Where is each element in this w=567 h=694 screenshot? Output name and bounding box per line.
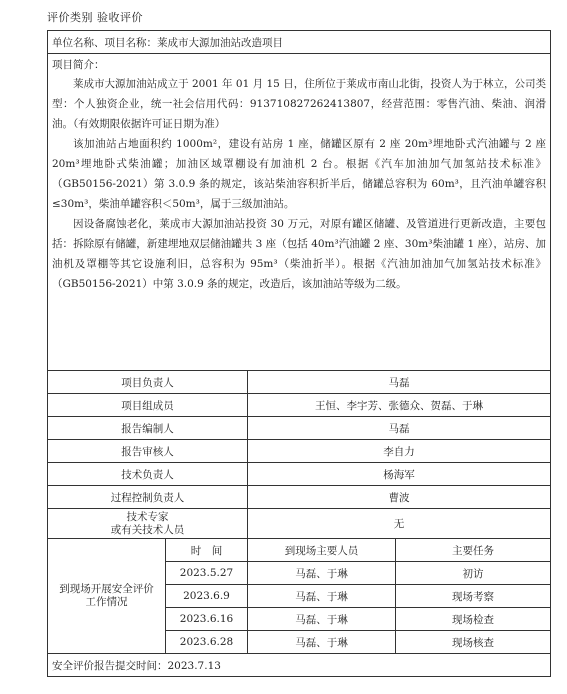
intro-paragraph-3: 因设备腐蚀老化，莱成市大源加油站投资 30 万元，对原有罐区储罐、及管道进行更新改造，主要包括：拆除原有储罐，新建埋地双层储油罐共 3 座（包括 40m³汽油罐 2 座、30m³柴油罐 1 座），站房、加油机及罩棚等其它设施利旧，总容积为 95m³（柴油折半）。根据《汽油加油加气加氢站技术标准》（GB50156-2021）中第 3.0.9 条的规定，改造后，该加油站等级为二级。 bbox=[52, 218, 546, 290]
site-visit-label-line-1: 到现场开展安全评价 bbox=[59, 583, 154, 595]
experts-value: 无 bbox=[248, 509, 551, 539]
site-visit-people: 马磊、于琳 bbox=[248, 585, 396, 608]
site-visit-task: 现场检查 bbox=[396, 608, 551, 631]
site-visit-people: 马磊、于琳 bbox=[248, 631, 396, 654]
site-visit-header-task: 主要任务 bbox=[396, 539, 551, 562]
personnel-row bbox=[48, 394, 551, 417]
evaluation-table bbox=[47, 30, 551, 677]
experts-label-line-1: 技术专家 bbox=[126, 510, 169, 523]
personnel-label: 过程控制负责人 bbox=[48, 486, 248, 509]
evaluation-category bbox=[47, 9, 143, 25]
report-submission-date: 2023.7.13 bbox=[167, 659, 221, 672]
personnel-value: 马磊 bbox=[248, 417, 551, 440]
evaluation-category-label: 评价类别 bbox=[47, 11, 93, 24]
unit-name-row bbox=[48, 31, 551, 54]
personnel-label: 技术负责人 bbox=[48, 463, 248, 486]
project-intro-title: 项目简介： bbox=[52, 59, 105, 71]
personnel-row bbox=[48, 371, 551, 394]
report-submission-row bbox=[48, 654, 551, 677]
site-visit-header-date: 时 间 bbox=[166, 539, 248, 562]
personnel-row bbox=[48, 463, 551, 486]
site-visit-label bbox=[48, 539, 166, 654]
unit-name-cell bbox=[48, 31, 551, 54]
experts-label-line-2: 或有关技术人员 bbox=[110, 523, 185, 536]
intro-paragraph-1: 莱成市大源加油站成立于 2001 年 01 月 15 日，住所位于莱成市南山北街，投资人为于林立，公司类型：个人独资企业，统一社会信用代码：913710827262413807，经营范围：零售汽油、柴油、润滑油。（有效期限依据许可证日期为准） bbox=[52, 78, 546, 130]
personnel-label: 报告审核人 bbox=[48, 440, 248, 463]
report-submission-cell bbox=[48, 654, 551, 677]
site-visit-date: 2023.6.9 bbox=[166, 585, 248, 608]
personnel-label: 项目组成员 bbox=[48, 394, 248, 417]
personnel-value: 马磊 bbox=[248, 371, 551, 394]
site-visit-date: 2023.6.16 bbox=[166, 608, 248, 631]
evaluation-category-value: 验收评价 bbox=[97, 11, 143, 24]
site-visit-task: 现场核查 bbox=[396, 631, 551, 654]
personnel-value: 杨海军 bbox=[248, 463, 551, 486]
personnel-row bbox=[48, 417, 551, 440]
experts-label bbox=[48, 509, 248, 539]
project-intro-cell bbox=[48, 54, 551, 371]
personnel-value: 李自力 bbox=[248, 440, 551, 463]
intro-paragraph-2: 该加油站占地面积约 1000m²，建设有站房 1 座，储罐区原有 2 座 20m³埋地卧式汽油罐与 2 座 20m³埋地卧式柴油罐；加油区域罩棚设有加油机 2 台。根据《汽车加油加气加氢站技术标准》（GB50156-2021）第 3.0.9 条的规定，该站柴油容积折半后，储罐总容积为 60m³，且汽油单罐容积≤30m³，柴油单罐容积＜50m³，属于三级加油站。 bbox=[52, 138, 546, 210]
site-visit-task: 初访 bbox=[396, 562, 551, 585]
site-visit-date: 2023.6.28 bbox=[166, 631, 248, 654]
personnel-value: 王恒、李宇芳、张德众、贺磊、于琳 bbox=[248, 394, 551, 417]
personnel-label: 项目负责人 bbox=[48, 371, 248, 394]
site-visit-people: 马磊、于琳 bbox=[248, 562, 396, 585]
personnel-label: 报告编制人 bbox=[48, 417, 248, 440]
personnel-row bbox=[48, 486, 551, 509]
personnel-row bbox=[48, 440, 551, 463]
site-visit-date: 2023.5.27 bbox=[166, 562, 248, 585]
site-visit-label-line-2: 工作情况 bbox=[85, 596, 128, 608]
project-intro-row bbox=[48, 54, 551, 371]
site-visit-task: 现场考察 bbox=[396, 585, 551, 608]
site-visit-header-people: 到现场主要人员 bbox=[248, 539, 396, 562]
personnel-value: 曹波 bbox=[248, 486, 551, 509]
experts-row bbox=[48, 509, 551, 539]
site-visit-header-row bbox=[48, 539, 551, 562]
unit-name-label: 单位名称、项目名称： bbox=[52, 36, 157, 49]
unit-name-value: 莱成市大源加油站改造项目 bbox=[157, 36, 283, 49]
report-submission-label: 安全评价报告提交时间： bbox=[52, 659, 168, 672]
site-visit-people: 马磊、于琳 bbox=[248, 608, 396, 631]
